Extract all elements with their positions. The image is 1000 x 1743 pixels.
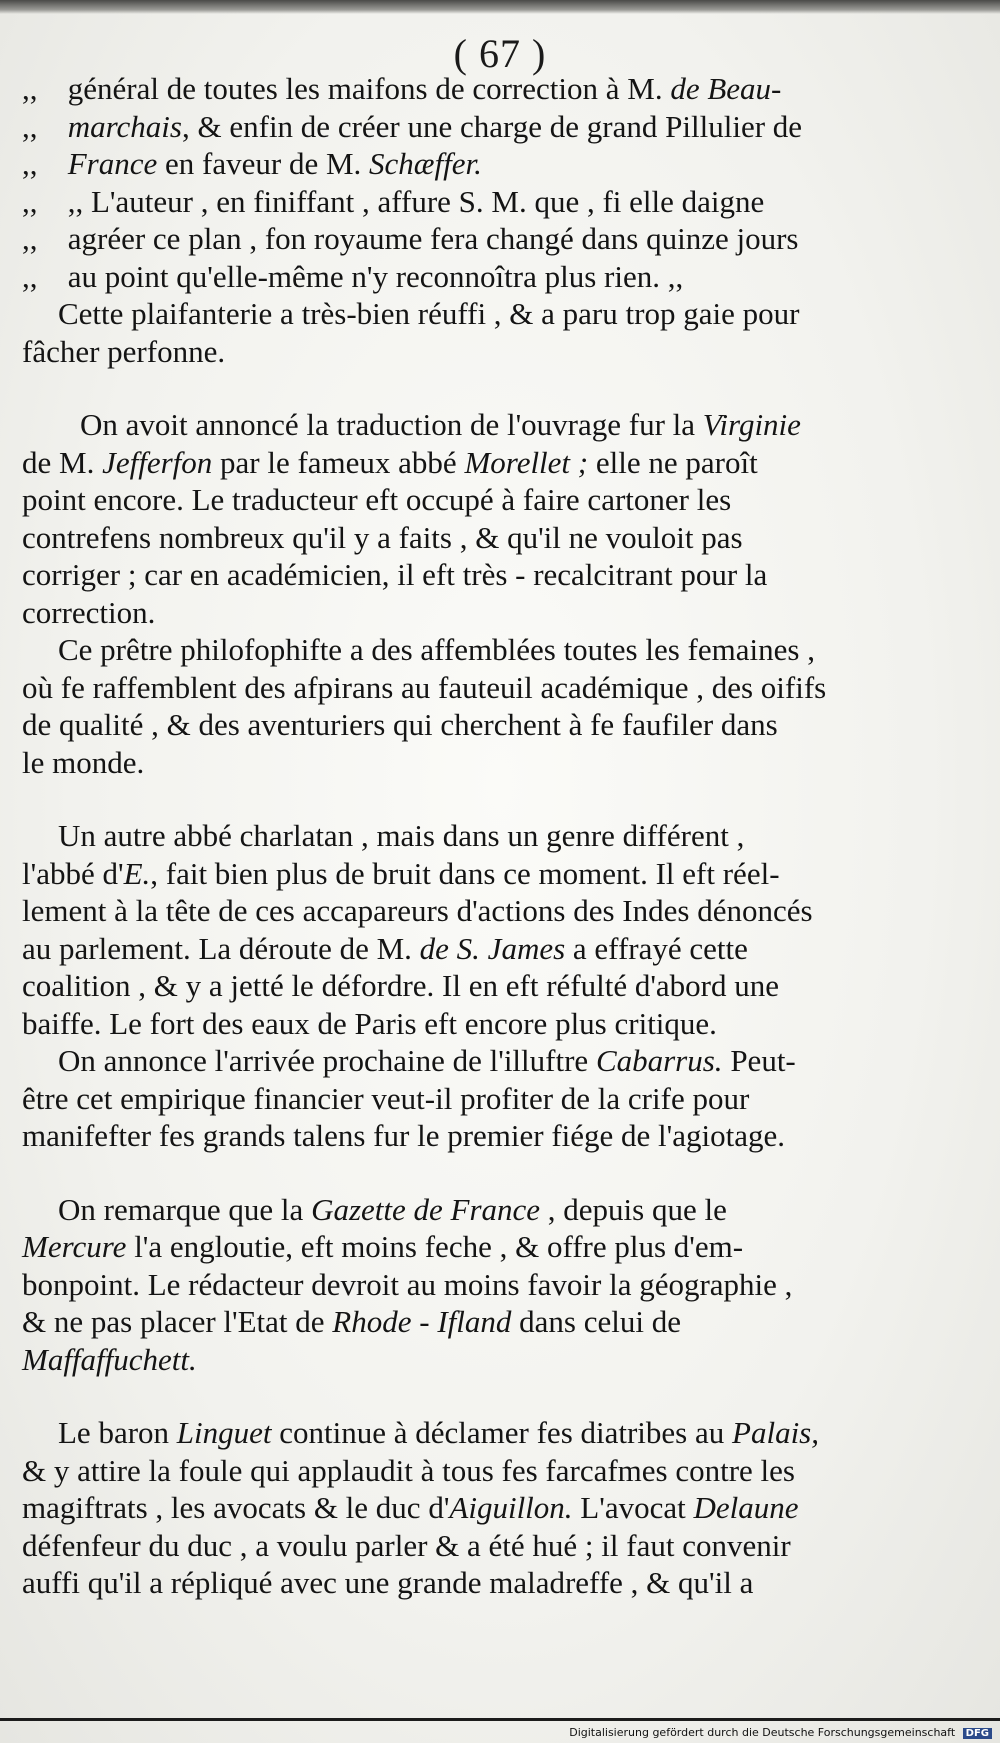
text-run: continue à déclamer fes diatribes au <box>271 1415 733 1450</box>
text-line <box>22 481 942 519</box>
text-run: , depuis que le <box>540 1191 727 1227</box>
text-run: L'avocat <box>572 1490 694 1525</box>
italic-name: marchais <box>67 108 182 144</box>
text-run: auffi qu'il a répliqué avec une grande maladreffe , & qu'il a <box>22 1565 754 1600</box>
text-run: Ce prêtre philofophifte a des affemblées toutes les femaines , <box>58 632 815 667</box>
text-run: On avoit annoncé la traduction de l'ouvrage fur la <box>80 407 703 442</box>
text-run: manifefter fes grands talens fur le premier fiége de l'agiotage. <box>22 1118 786 1153</box>
page-body-text <box>22 70 942 1602</box>
text-run: & y attire la foule qui applaudit à tous fes farcafmes contre les <box>22 1452 795 1488</box>
text-line <box>22 145 942 183</box>
quote-mark: ,, <box>22 258 38 294</box>
text-line <box>22 1228 942 1266</box>
text-run: point encore. Le traducteur eft occupé à faire cartoner les <box>22 482 732 517</box>
text-line <box>22 1564 942 1602</box>
text-run: agréer ce plan , fon royaume fera changé dans quinze jours <box>67 221 799 256</box>
text-line <box>22 1117 942 1155</box>
text-run: par le fameux abbé <box>212 444 465 480</box>
italic-name: de S. James <box>419 930 566 966</box>
dfg-logo: DFG <box>963 1728 992 1739</box>
italic-name: Jefferfon <box>102 444 213 480</box>
italic-name: Rhode - Ifland <box>332 1304 512 1339</box>
text-line <box>22 444 942 482</box>
text-run: Le baron <box>58 1415 177 1450</box>
text-run: fâcher perfonne. <box>22 333 226 369</box>
text-line <box>22 108 942 146</box>
text-run: On remarque que la <box>58 1191 312 1227</box>
italic-name: Aiguillon. <box>449 1490 573 1525</box>
italic-name: Schæffer. <box>369 146 482 181</box>
text-line <box>22 892 942 930</box>
italic-name: Gazette de France <box>311 1191 541 1227</box>
text-run: lement à la tête de ces accapareurs d'actions des Indes dénoncés <box>22 893 813 928</box>
paragraph-gap <box>22 781 942 817</box>
text-run: baiffe. Le fort des eaux de Paris eft encore plus critique. <box>22 1005 717 1041</box>
quote-mark: ,, <box>22 71 38 106</box>
text-run: , & enfin de créer une charge de grand Pillulier de <box>182 108 803 144</box>
text-run: Un autre abbé charlatan , mais dans un genre différent , <box>58 818 745 853</box>
italic-name: Mercure <box>22 1229 127 1264</box>
text-line <box>22 1191 942 1229</box>
text-run: magiftrats , les avocats & le duc d' <box>22 1490 450 1525</box>
text-run: général de toutes les maifons de correction à M. <box>67 71 671 106</box>
italic-name: Delaune <box>693 1490 799 1525</box>
page-number: ( 67 ) <box>453 31 547 76</box>
text-line <box>22 1341 942 1379</box>
quote-mark: ,, <box>22 108 38 144</box>
text-run: a effrayé cette <box>565 930 748 966</box>
text-run: le monde. <box>22 744 145 780</box>
text-line <box>22 258 942 296</box>
text-line <box>22 594 942 632</box>
text-run: être cet empirique financier veut-il profiter de la crife pour <box>22 1080 750 1116</box>
text-line <box>22 220 942 258</box>
text-line <box>22 556 942 594</box>
text-run: Cette plaifanterie a très-bien réuffi , & a paru trop gaie pour <box>58 296 800 331</box>
text-run: coalition , & y a jetté le défordre. Il en eft réfulté d'abord une <box>22 968 780 1003</box>
digitization-credit <box>569 1726 992 1739</box>
text-run: Peut- <box>722 1043 796 1078</box>
text-line <box>22 669 942 707</box>
text-line <box>22 631 942 669</box>
quote-mark: ,, <box>22 183 38 219</box>
italic-name: France <box>67 146 158 181</box>
text-line <box>22 1080 942 1118</box>
text-line <box>22 817 942 855</box>
italic-name: de Beau- <box>670 71 782 106</box>
text-run: au point qu'elle-même n'y reconnoîtra plus rien. ,, <box>67 258 684 294</box>
text-line <box>22 1042 942 1080</box>
text-line <box>22 1005 942 1043</box>
text-line <box>22 519 942 557</box>
text-line <box>22 333 942 371</box>
credit-text: Digitalisierung gefördert durch die Deutsche Forschungsgemeinschaft <box>569 1726 956 1739</box>
text-line <box>22 706 942 744</box>
paragraph-gap <box>22 370 942 406</box>
text-run: correction. <box>22 594 156 630</box>
text-line <box>22 967 942 1005</box>
scan-edge <box>0 0 1000 14</box>
italic-name: Morellet ; <box>464 444 589 480</box>
text-line <box>22 855 942 893</box>
text-line <box>22 1414 942 1452</box>
text-run: contrefens nombreux qu'il y a faits , & qu'il ne vouloit pas <box>22 519 743 555</box>
text-run: , fait bien plus de bruit dans ce moment. Il eft réel- <box>150 855 780 891</box>
quote-mark: ,, <box>22 221 38 256</box>
text-run: en faveur de M. <box>157 146 370 181</box>
text-run: dans celui de <box>511 1304 681 1339</box>
text-line <box>22 1303 942 1341</box>
text-line <box>22 406 942 444</box>
text-run: de qualité , & des aventuriers qui cherchent à fe faufiler dans <box>22 707 778 742</box>
italic-name: E. <box>123 855 151 891</box>
text-run: bonpoint. Le rédacteur devroit au moins favoir la géographie , <box>22 1266 793 1302</box>
text-line <box>22 1452 942 1490</box>
text-run: l'a engloutie, eft moins feche , & offre plus d'em- <box>126 1229 744 1264</box>
text-run: où fe raffemblent des afpirans au fauteuil académique , des oififs <box>22 669 827 705</box>
text-line <box>22 183 942 221</box>
paragraph-gap <box>22 1155 942 1191</box>
text-line <box>22 1527 942 1565</box>
text-line <box>22 1489 942 1527</box>
quote-mark: ,, <box>22 146 38 181</box>
text-line <box>22 744 942 782</box>
text-line <box>22 1266 942 1304</box>
italic-name: Linguet <box>176 1415 272 1450</box>
text-line <box>22 295 942 333</box>
text-run: ,, L'auteur , en finiffant , affure S. M. que , fi elle daigne <box>67 183 765 219</box>
text-line <box>22 70 942 108</box>
italic-name: Maffaffuchett. <box>22 1341 197 1377</box>
italic-name: Virginie <box>702 407 801 442</box>
footer-rule <box>0 1718 1000 1721</box>
text-line <box>22 930 942 968</box>
text-run: de M. <box>22 444 103 480</box>
italic-name: Palais, <box>732 1415 819 1450</box>
text-run: défenfeur du duc , a voulu parler & a été hué ; il faut convenir <box>22 1527 791 1563</box>
text-run: corriger ; car en académicien, il eft très - recalcitrant pour la <box>22 557 768 592</box>
italic-name: Cabarrus. <box>595 1043 723 1078</box>
text-run: & ne pas placer l'Etat de <box>22 1304 333 1339</box>
text-run: au parlement. La déroute de M. <box>22 930 420 966</box>
paragraph-gap <box>22 1378 942 1414</box>
text-run: On annonce l'arrivée prochaine de l'illuftre <box>58 1043 596 1078</box>
text-run: l'abbé d' <box>22 855 124 891</box>
text-run: elle ne paroît <box>588 444 758 480</box>
